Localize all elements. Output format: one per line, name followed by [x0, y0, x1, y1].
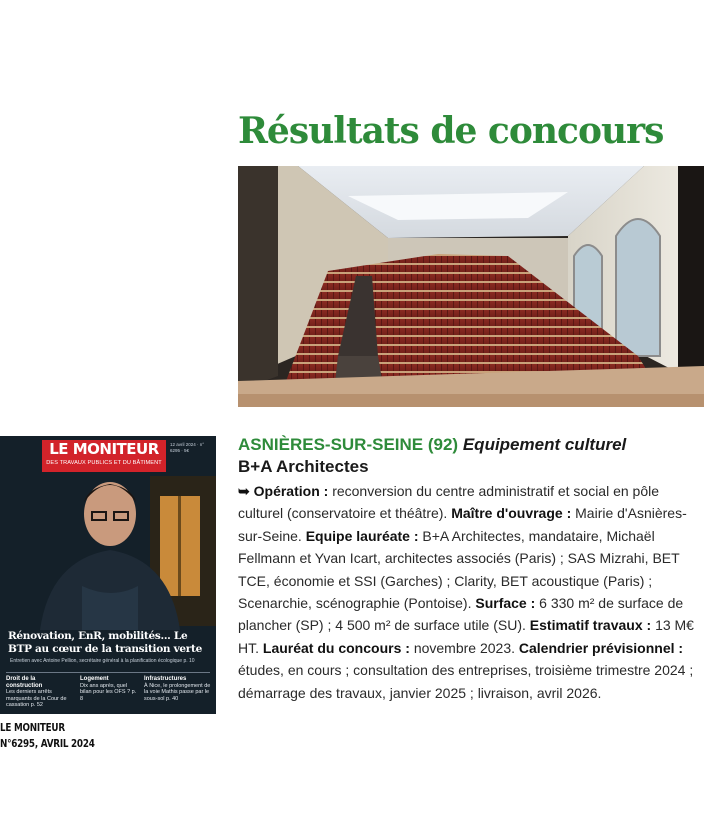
cover-teaser-text: Les derniers arrêts marquants de la Cour de cassation p. 52 [6, 689, 67, 709]
credit-issue: N°6295, AVRIL 2024 [0, 737, 95, 750]
estimatif-label: Estimatif travaux : [529, 617, 652, 634]
page-headline: Résultats de concours [238, 110, 664, 152]
location-name: ASNIÈRES-SUR-SEINE (92) [238, 435, 459, 454]
source-credit [0, 720, 184, 752]
operation-text: reconversion du centre administratif et social en pôle culturel (conservatoire et théâtre). [238, 483, 660, 522]
auditorium-rendering [238, 166, 704, 407]
cover-teaser-text: Dix ans après, quel bilan pour les OFS ? p. 8 [80, 682, 137, 702]
equipe-label: Equipe lauréate : [305, 527, 419, 544]
maitre-label: Maître d'ouvrage : [451, 505, 572, 522]
cover-tagline: DES TRAVAUX PUBLICS ET DU BÂTIMENT [46, 460, 162, 466]
article-body [238, 480, 704, 704]
surface-label: Surface : [475, 595, 536, 612]
magazine-cover [0, 436, 216, 714]
calendrier-text: études, en cours ; consultation des entreprises, troisième trimestre 2024 ; démarrage des travaux, janvier 2025 ; livraison, avril 2026. [238, 662, 694, 701]
laureat-text: novembre 2023. [413, 639, 515, 656]
equipe-text: B+A Architectes, mandataire, Michaël Fellmann et Yvan Icart, architectes associés (Paris) ; SAS Mizrahi, BET TCE, économie et SSI (Garches) ; Clarity, BET acoustique (Paris) ; Scenarchie, scénographie (Pontoise). [238, 527, 680, 612]
article-location [238, 434, 626, 456]
cover-subline: Entretien avec Antoine Pellion, secrétaire général à la planification écologique p. 10 [10, 658, 195, 664]
cover-teaser [6, 676, 72, 709]
operation-label: Opération : [253, 483, 329, 499]
estimatif-text: 13 M€ HT. [238, 617, 694, 656]
credit-publication: LE MONITEUR [0, 721, 65, 734]
cover-teaser [80, 676, 138, 702]
cover-teaser [144, 676, 212, 702]
cover-teaser-text: À Nice, le prolongement de la voie Mathis passe par le sous-sol p. 40 [144, 682, 211, 702]
cover-teaser-title: Droit de la construction [6, 676, 43, 689]
cover-teaser-title: Infrastructures [144, 676, 187, 682]
cover-masthead [42, 440, 166, 472]
cover-brand: LE MONITEUR [49, 440, 159, 458]
calendrier-label: Calendrier prévisionnel : [518, 639, 684, 656]
architect-firm: B+A Architectes [238, 457, 369, 476]
cover-issue-meta: 12 avril 2024 · n° 6295 · 5€ [170, 442, 205, 453]
laureat-label: Lauréat du concours : [262, 639, 410, 656]
cover-teaser-title: Logement [80, 676, 109, 682]
surface-text: 6 330 m² de surface de plancher (SP) ; 4 500 m² de surface utile (SU). [238, 595, 684, 634]
maitre-text: Mairie d'Asnières-sur-Seine. [238, 505, 687, 544]
cover-headline: Rénovation, EnR, mobilités... Le BTP au cœur de la transition verte [8, 630, 202, 655]
project-category: Equipement culturel [462, 435, 627, 454]
cover-divider [6, 672, 210, 673]
arrow-icon: ➥ [238, 483, 250, 499]
